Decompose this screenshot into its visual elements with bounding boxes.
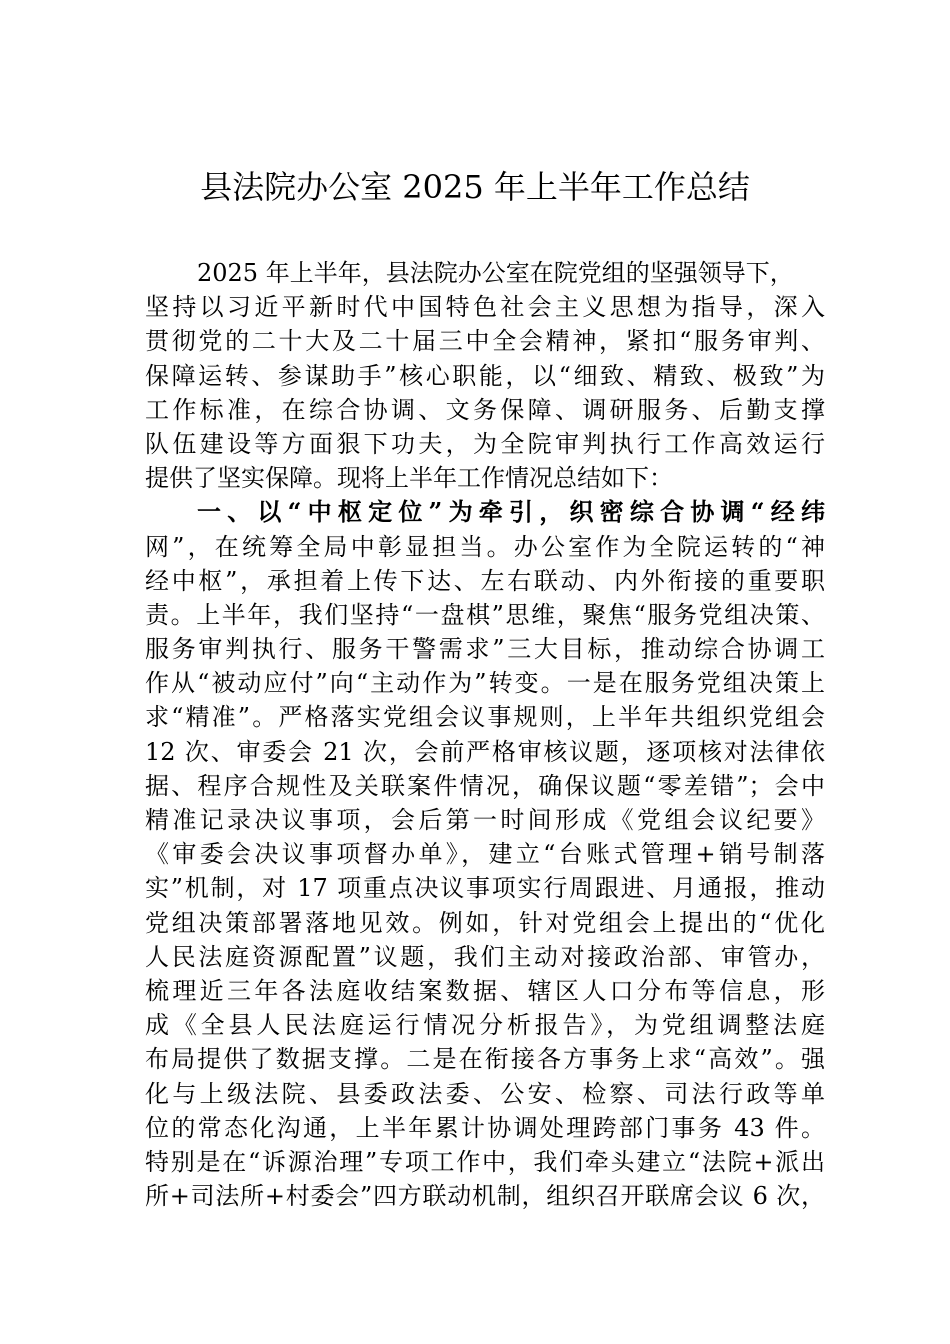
paragraph-line: 成《全县人民法庭运行情况分析报告》，为党组调整法庭 xyxy=(145,1011,825,1040)
paragraph-line: 责。上半年，我们坚持“一盘棋”思维，聚焦“服务党组决策、 xyxy=(145,600,825,629)
paragraph-line: 经中枢”，承担着上传下达、左右联动、内外衔接的重要职 xyxy=(145,566,825,595)
paragraph-line: 队伍建设等方面狠下功夫，为全院审判执行工作高效运行 xyxy=(145,429,825,458)
paragraph-line: 人民法庭资源配置”议题，我们主动对接政治部、审管办， xyxy=(145,942,825,971)
section-heading-line: 一、以“中枢定位”为牵引，织密综合协调“经纬 xyxy=(197,497,825,527)
paragraph-line: 《审委会决议事项督办单》，建立“台账式管理+销号制落 xyxy=(145,840,825,869)
paragraph-line: 所+司法所+村委会”四方联动机制，组织召开联席会议 6 次， xyxy=(145,1182,825,1211)
paragraph-line: 化与上级法院、县委政法委、公安、检察、司法行政等单 xyxy=(145,1079,825,1108)
paragraph-line: 网”，在统筹全局中彰显担当。办公室作为全院运转的“神 xyxy=(145,532,825,561)
paragraph-line: 服务审判执行、服务干警需求”三大目标，推动综合协调工 xyxy=(145,635,825,664)
paragraph-line: 据、程序合规性及关联案件情况，确保议题“零差错”；会中 xyxy=(145,771,825,800)
paragraph-line: 布局提供了数据支撑。二是在衔接各方事务上求“高效”。强 xyxy=(145,1045,825,1074)
document-body xyxy=(145,256,825,1213)
paragraph-line: 位的常态化沟通，上半年累计协调处理跨部门事务 43 件。 xyxy=(145,1113,825,1142)
paragraph-line: 坚持以习近平新时代中国特色社会主义思想为指导，深入 xyxy=(145,293,825,322)
paragraph-line: 2025 年上半年，县法院办公室在院党组的坚强领导下， xyxy=(197,259,794,287)
paragraph-line: 求“精准”。严格落实党组会议事规则，上半年共组织党组会 xyxy=(145,703,825,732)
paragraph-line: 精准记录决议事项，会后第一时间形成《党组会议纪要》 xyxy=(145,806,825,834)
paragraph-line: 梳理近三年各法庭收结案数据、辖区人口分布等信息，形 xyxy=(145,976,825,1005)
paragraph-line: 特别是在“诉源治理”专项工作中，我们牵头建立“法院+派出 xyxy=(145,1147,825,1176)
paragraph-line: 实”机制，对 17 项重点决议事项实行周跟进、月通报，推动 xyxy=(145,874,825,903)
paragraph-line: 贯彻党的二十大及二十届三中全会精神，紧扣“服务审判、 xyxy=(145,327,825,356)
paragraph-line: 保障运转、参谋助手”核心职能，以“细致、精致、极致”为 xyxy=(145,361,825,390)
paragraph-line: 提供了坚实保障。现将上半年工作情况总结如下： xyxy=(145,464,673,493)
document-title: 县法院办公室 2025 年上半年工作总结 xyxy=(200,168,750,206)
paragraph-line: 党组决策部署落地见效。例如，针对党组会上提出的“优化 xyxy=(145,908,825,937)
paragraph-line: 工作标准，在综合协调、文务保障、调研服务、后勤支撑 xyxy=(145,395,825,424)
paragraph-line: 作从“被动应付”向“主动作为”转变。一是在服务党组决策上 xyxy=(145,669,825,698)
paragraph-line: 12 次、审委会 21 次，会前严格审核议题，逐项核对法律依 xyxy=(145,737,825,766)
